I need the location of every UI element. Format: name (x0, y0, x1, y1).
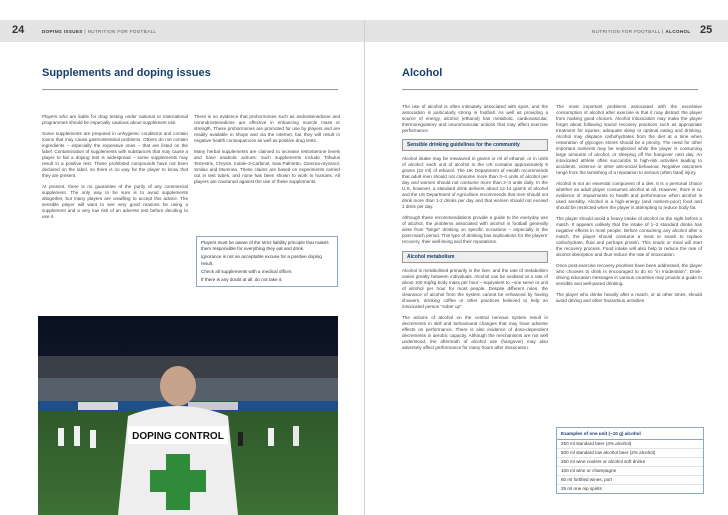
paragraph: Some supplements are prepared in unhygienic conditions and contain toxins that may cause gastrointestinal problems. Others do not contain ingredients – especially the expensive ones – that are listed on the label. Contamination of supplements with substances that may cause a player to fail a doping test is widespread – some supplements may result in a positive test. These prohibited compounds have not been declared on the label, so there is no way for the player to know that they are present. (42, 131, 188, 178)
sensible-drinking-heading: Sensible drinking guidelines for the community (402, 139, 548, 151)
paragraph: At present, there is no guarantee of the purity of any commercial supplement. The only way to be sure is to avoid supplements altogether, but many players are unwilling to accept this advice. The sensible player will want to see very good reasons for using a supplement and a very low risk of an adverse test before deciding to use it. (42, 184, 188, 219)
table-title: Examples of one unit (~10 g) alcohol (557, 428, 703, 440)
table-row: 250 ml standard beer (4% alcohol) (557, 440, 703, 449)
left-subtitle: NUTRITION FOR FOOTBALL (87, 29, 157, 34)
table-row: 250 ml wine coolers or alcohol soft drinks (557, 458, 703, 467)
right-column-1 (402, 104, 548, 356)
paragraph: Although these recommendations provide a guide to the everyday use of alcohol, the problems associated with alcohol in football generally arise from "binge" drinking on specific occasions – especially in the post-match period. This type of drinking has implications for the players' recovery, their well-being and their reputations. (402, 215, 548, 244)
page-gutter (364, 20, 365, 515)
paragraph: The player should avoid a heavy intake of alcohol on the night before a match. It appears unlikely that the intake of 1–2 standard drinks has negative effects in most people. Before consuming any alcohol after a match, the player should consume a meal or snack to replace carbohydrate, fluid and perhaps protein. This snack or meal will start the recovery process. Food intake will also help to reduce the rate of alcohol absorption and thus reduce the rate of intoxication. (556, 216, 702, 257)
left-page-number: 24 (12, 24, 25, 36)
right-running-head: NUTRITION FOR FOOTBALL | ALCOHOL (592, 29, 691, 34)
table-row: 500 ml standard low alcohol beer (2% alcohol) (557, 449, 703, 458)
table-row: 100 ml wine or champagne (557, 467, 703, 476)
right-column-2 (556, 104, 702, 309)
right-section-label: ALCOHOL (665, 29, 691, 34)
table-row: 60 ml fortified wines, port (557, 476, 703, 485)
table-row: 25 ml one nip spirits (561, 486, 602, 491)
left-running-head: DOPING ISSUES | NUTRITION FOR FOOTBALL (42, 29, 157, 34)
paragraph: Alcohol intake may be measured in grams or ml of ethanol, or in units of alcohol: each unit of alcohol in the UK contains approximately 8 grams (10 ml) of ethanol. The UK Department of Health recommends that adult men should not consume more than 3–4 units of alcohol per day and women should not consume more than 2–3 units daily. In the U.S. however, a standard drink delivers about 12-14 grams of alcohol and the US Department of Agriculture recommends that men should not drink more than 1-2 drinks per day and that women should not exceed 1 drink per day. (402, 156, 548, 209)
paragraph: The player who drinks heavily after a match, or at other times, should avoid driving and other hazardous activities. (556, 292, 702, 303)
alcohol-metabolism-heading: Alcohol metabolism (402, 251, 548, 263)
paragraph: The use of alcohol is often intimately associated with sport, and the association is particularly strong in football. As well as providing a source of energy, alcohol (ethanol) has metabolic, cardiovascular, thermoregulatory and neuromuscular actions that may affect exercise performance. (402, 104, 548, 133)
warning-line: If there is any doubt at all, do not take it. (201, 277, 283, 283)
jacket-text: DOPING CONTROL (132, 431, 224, 442)
paragraph: Once post-exercise recovery priorities have been addressed, the player who chooses to drink is encouraged to do so "in moderation". Drink-driving education messages in various countries may provide a guide to sensible and well-paced drinking. (556, 263, 702, 286)
left-column-2 (194, 114, 340, 190)
warning-line: Ignorance is not an acceptable excuse for a positive doping result. (201, 254, 322, 266)
paragraph: Players who are liable for drug testing under national or international programmes should be especially cautious about supplement use. (42, 114, 188, 125)
photo-illustration (38, 316, 338, 515)
left-section-label: DOPING ISSUES (42, 29, 83, 34)
right-title-rule (402, 89, 698, 90)
right-page-title: Alcohol (402, 67, 443, 79)
doping-control-photo (38, 316, 338, 515)
warning-line: Players must be aware of the strict liability principle that makes them responsible for everything they eat and drink. (201, 240, 329, 252)
paragraph: Alcohol is not an essential component of a diet. It is a personal choice whether an adult player consumes alcohol at all. However, there is no evidence of impairments to health and performance when alcohol is used sensibly. Alcohol is a high-energy (and nutrient-poor) food and should be restricted when the player is attempting to reduce body fat. (556, 181, 702, 210)
doping-warning-box (196, 236, 338, 287)
right-page-number: 25 (700, 24, 713, 36)
left-title-rule (42, 89, 338, 90)
right-subtitle: NUTRITION FOR FOOTBALL (592, 29, 661, 34)
paragraph: The most important problems associated with the excessive consumption of alcohol after exercise is that it may distract the player from making good choices. Alcohol intoxication may make the player forget about following sound recovery practices such as appropriate treatment for injuries, adequate sleep or optimal eating and drinking. Alcohol may displace carbohydrates from the diet at a time when restoration of glycogen stores should be a priority. The need for other important nutrients may be neglected while the player is consuming large amounts of alcohol, or sleeping off the hangover next day. An intoxicated athlete often succumbs to high-risk activities leading to accidents, violence or other anti-social behaviour. Negative outcomes range from the tarnishing of a reputation to serious (often fatal) injury. (556, 104, 702, 175)
left-column-1 (42, 114, 188, 225)
warning-line: Check all supplements with a medical officer. (201, 268, 293, 274)
paragraph: The actions of alcohol on the central nervous system result in decrements in skill and behavioural changes that may have adverse effects on performance. There is also evidence of dose-dependent decrements in aerobic capacity. Although the mechanisms are not well understood, the aftermath of alcohol use (hangover) may also adversely affect performance for many hours after intoxication. (402, 315, 548, 350)
paragraph: Alcohol is metabolised primarily in the liver, and the rate of metabolism varies greatly between individuals. Alcohol can be oxidised at a rate of about 100 mg/kg body mass per hour – equivalent to ~one serve or unit of alcohol per hour for most people. Despite different rules, the clearance of alcohol from the system cannot be enhanced by having showers, drinking coffee or other practices believed to help an intoxicated person "sober up". (402, 268, 548, 309)
paragraph: Many herbal supplements are claimed to increase testosterone levels and have anabolic actions: such supplements include Tribulus Terrestris, Chrysin, Indole-3-Carbinol, Saw Palmetto, Gamma-oryzanol, Smilax and Mumnea. These claims are based on experiments carried out in test tubes, and none has been shown to work in humans. All players are cautioned against the use of these supplements. (194, 149, 340, 184)
alcohol-units-table (556, 427, 704, 494)
paragraph: There is no evidence that prohormones such as androstenedione and norandrostenedione are effective in enhancing muscle mass or strength. These prohormones are promoted for use by players and are readily available in shops and via the internet, but they will result in negative health consequences as well as positive drug tests. (194, 114, 340, 143)
left-page-title: Supplements and doping issues (42, 67, 211, 79)
